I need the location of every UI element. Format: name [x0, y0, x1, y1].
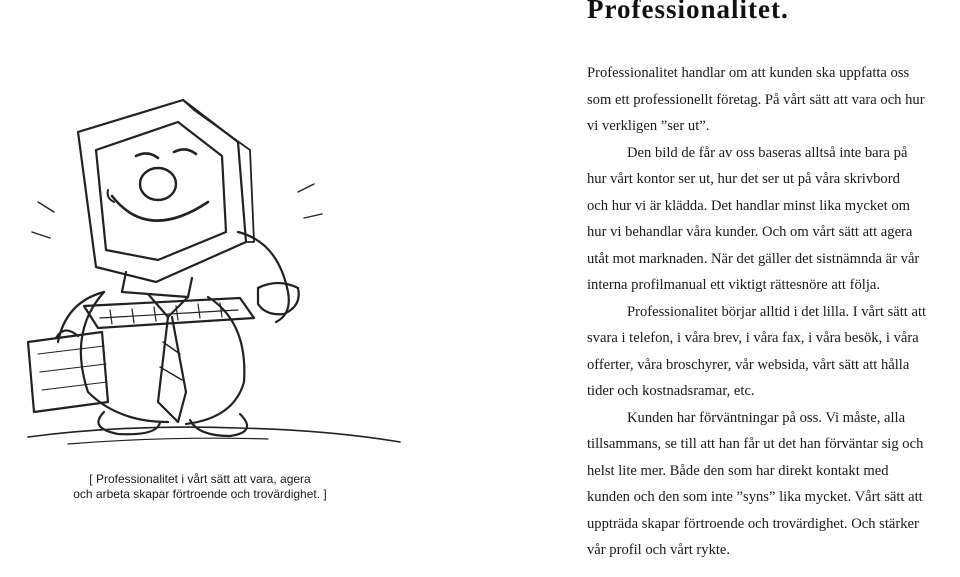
body-line: Professionalitet börjar alltid i det lilla. I vårt sätt att	[627, 303, 927, 320]
body-line: och hur vi är klädda. Det handlar minst lika mycket om	[587, 197, 911, 214]
body-line: utåt mot marknaden. När det gäller det sistnämnda är vår	[587, 250, 920, 267]
body-text	[587, 60, 955, 564]
smiling-computer-mascot-icon	[8, 92, 412, 462]
body-line: uppträda skapar förtroende och trovärdighet. Och stärker	[587, 515, 919, 532]
body-line: offerter, våra broschyrer, vår websida, vårt sätt att hålla	[587, 356, 910, 373]
caption-line: [ Professionalitet i vårt sätt att vara, agera	[89, 472, 311, 486]
body-line: som ett professionellt företag. På vårt sätt att vara och hur	[587, 91, 925, 108]
body-line: interna profilmanual ett viktigt rättesnöre att följa.	[587, 277, 880, 293]
body-line: kunden och den som inte ”syns” lika mycket. Vårt sätt att	[587, 489, 923, 505]
illustration-caption	[20, 472, 380, 502]
body-line: svara i telefon, i våra brev, i våra fax, i våra besök, i våra	[587, 330, 919, 346]
body-line: hur vårt kontor ser ut, hur det ser ut på våra skrivbord	[587, 171, 900, 187]
caption-line: och arbeta skapar förtroende och trovärdighet. ]	[73, 487, 327, 501]
body-line: vi verkligen ”ser ut”.	[587, 118, 710, 134]
body-line: Professionalitet handlar om att kunden ska uppfatta oss	[587, 65, 910, 81]
body-line: tillsammans, se till att han får ut det han förväntar sig och	[587, 436, 924, 452]
body-line: tider och kostnadsramar, etc.	[587, 383, 755, 399]
body-line: helst lite mer. Både den som har direkt kontakt med	[587, 462, 889, 479]
body-line: hur vi behandlar våra kunder. Och om vårt sätt att agera	[587, 224, 913, 240]
body-line: Kunden har förväntningar på oss. Vi måste, alla	[627, 409, 906, 426]
page-title: Professionalitet.	[587, 0, 789, 24]
body-line: vår profil och vårt rykte.	[587, 542, 731, 558]
body-line: Den bild de får av oss baseras alltså inte bara på	[627, 144, 908, 161]
